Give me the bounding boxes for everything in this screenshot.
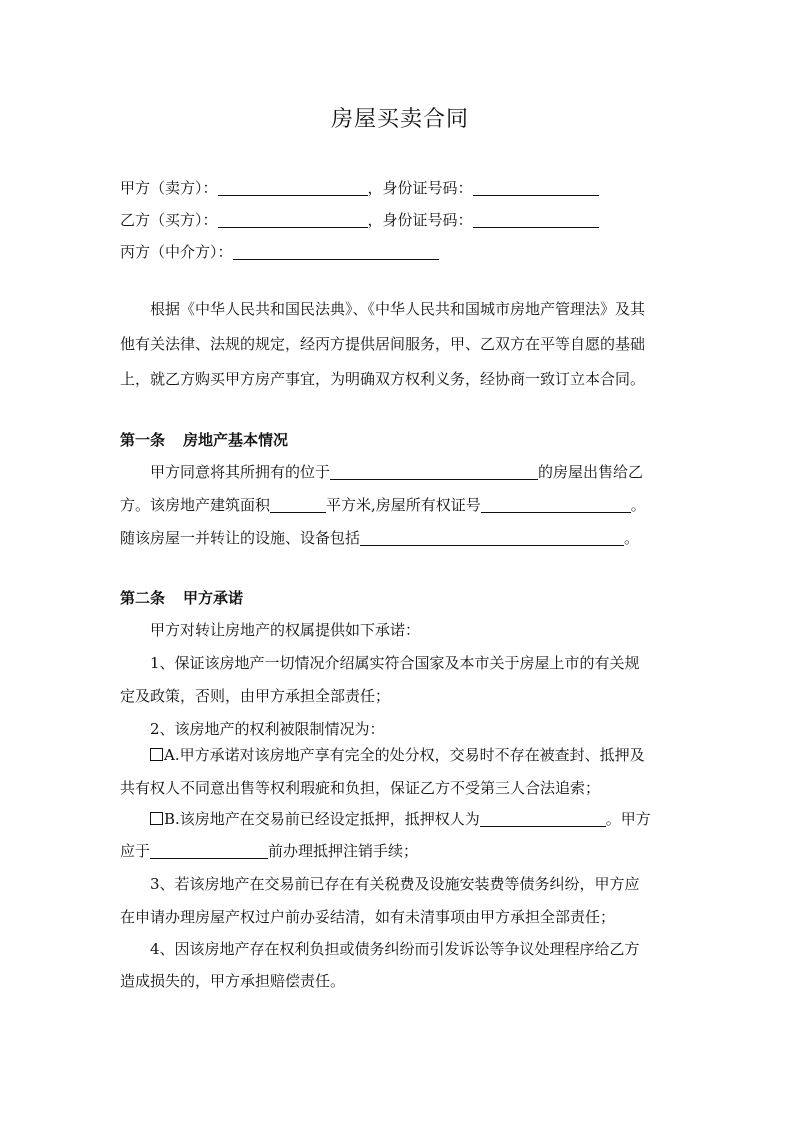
document-title: 房屋买卖合同 [330, 107, 469, 132]
article1-line-3 [120, 527, 639, 548]
buyer-line [120, 209, 599, 230]
optionB-text: B.该房地产在交易前已经设定抵押，抵押权人为 [164, 810, 480, 828]
seller-id-label: ，身份证号码： [367, 179, 473, 197]
optionA-line-1 [150, 744, 645, 765]
facilities-blank[interactable] [360, 530, 624, 546]
item3-line-2: 在申请办理房屋产权过户前办妥结清，如有未清事项由甲方承担全部责任； [120, 908, 616, 926]
location-blank[interactable] [330, 464, 538, 480]
item2-line: 2、该房地产的权利被限制情况为： [150, 720, 385, 738]
buyer-id-blank[interactable] [473, 212, 599, 228]
area-blank[interactable] [270, 497, 326, 513]
article1-line-2 [120, 494, 646, 515]
optionB-line-2 [120, 840, 418, 861]
article2-title: 甲方承诺 [183, 589, 244, 607]
article1-text: 随该房屋一并转让的设施、设备包括 [120, 529, 361, 547]
article1-heading [120, 429, 288, 450]
article1-title: 房地产基本情况 [183, 431, 289, 449]
preamble-line-2: 他有关法律、法规的规定，经丙方提供居间服务，甲、乙双方在平等自愿的基础 [120, 335, 646, 353]
article1-text: 方。该房地产建筑面积 [120, 496, 271, 514]
buyer-label: 乙方（买方）： [120, 211, 218, 229]
item1-line-2: 定及政策，否则，由甲方承担全部责任； [120, 687, 391, 705]
article1-text: 的房屋出售给乙 [538, 463, 644, 481]
article2-number: 第二条 [120, 589, 166, 607]
preamble-line-3: 上，就乙方购买甲方房产事宜，为明确双方权利义务，经协商一致订立本合同。 [120, 370, 646, 388]
article2-intro: 甲方对转让房地产的权属提供如下承诺： [150, 621, 421, 639]
article1-number: 第一条 [120, 431, 166, 449]
item4-line-2: 造成损失的，甲方承担赔偿责任。 [120, 972, 346, 990]
article1-text: 。 [624, 529, 640, 547]
preamble-line-1: 根据《中华人民共和国民法典》、《中华人民共和国城市房地产管理法》及其 [150, 300, 646, 318]
item4-line-1: 4、因该房地产存在权利负担或债务纠纷而引发诉讼等争议处理程序给乙方 [150, 940, 640, 958]
certificate-number-blank[interactable] [481, 497, 631, 513]
item3-line-1: 3、若该房地产在交易前已存在有关税费及设施安装费等债务纠纷，甲方应 [150, 875, 640, 893]
seller-label: 甲方（卖方）： [120, 179, 218, 197]
deadline-blank[interactable] [150, 843, 268, 859]
article1-text: 。 [630, 496, 646, 514]
seller-id-blank[interactable] [473, 180, 599, 196]
seller-name-blank[interactable] [218, 180, 368, 196]
agent-line [120, 241, 439, 262]
seller-line [120, 177, 599, 198]
optionA-line-2: 共有权人不同意出售等权利瑕疵和负担，保证乙方不受第三人合法追索； [120, 779, 601, 797]
agent-name-blank[interactable] [233, 244, 439, 260]
optionB-text: 应于 [120, 842, 151, 860]
optionB-text: 前办理抵押注销手续； [268, 842, 419, 860]
item1-line-1: 1、保证该房地产一切情况介绍属实符合国家及本市关于房屋上市的有关规 [150, 654, 640, 672]
buyer-id-label: ，身份证号码： [367, 211, 473, 229]
optionA-checkbox[interactable] [150, 748, 163, 761]
article1-line-1 [150, 461, 643, 482]
article1-text: 平方米,房屋所有权证号 [326, 496, 481, 514]
optionB-checkbox[interactable] [150, 812, 163, 825]
article2-heading [120, 587, 243, 608]
buyer-name-blank[interactable] [218, 212, 368, 228]
optionA-text: A.甲方承诺对该房地产享有完全的处分权，交易时不存在被查封、抵押及 [164, 746, 645, 764]
optionB-text: 。甲方 [605, 810, 651, 828]
optionB-line-1 [150, 808, 651, 829]
article1-text: 甲方同意将其所拥有的位于 [150, 463, 331, 481]
agent-label: 丙方（中介方）： [120, 243, 233, 261]
mortgagee-blank[interactable] [480, 811, 606, 827]
